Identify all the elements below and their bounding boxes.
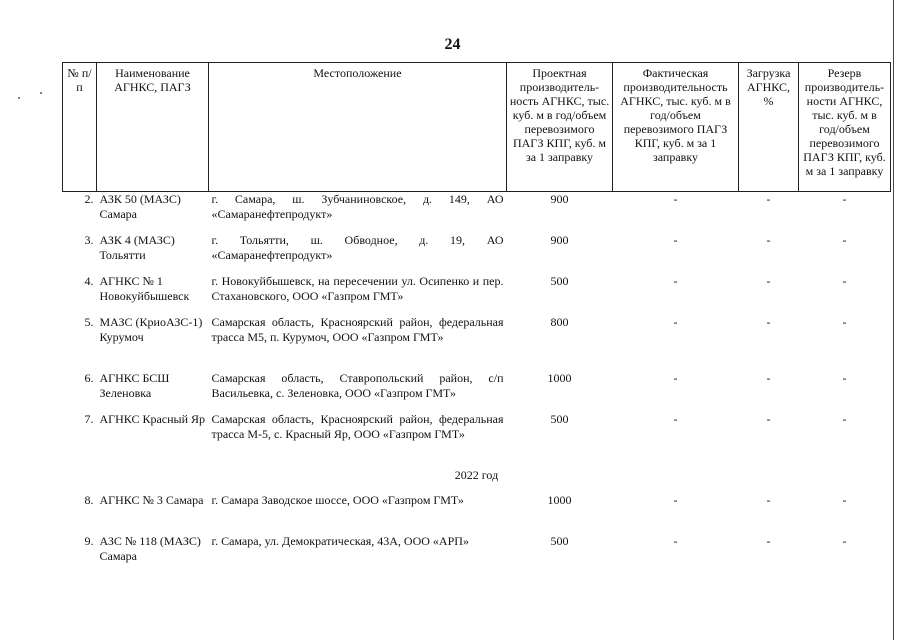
table-row xyxy=(63,493,891,534)
row-projected: 800 xyxy=(550,314,569,329)
row-num: 2. xyxy=(84,192,94,206)
table-row xyxy=(63,233,891,274)
row-load: - xyxy=(766,492,771,507)
row-num: 9. xyxy=(84,533,94,548)
row-load: - xyxy=(766,370,771,385)
row-reserve: - xyxy=(842,314,847,329)
row-name: АГНКС № 1 Новокуйбышевск xyxy=(99,273,190,303)
row-projected: 1000 xyxy=(547,370,572,385)
row-projected: 500 xyxy=(550,533,569,548)
row-load: - xyxy=(766,192,771,206)
row-load: - xyxy=(766,411,771,426)
row-actual: - xyxy=(673,314,678,329)
row-num: 3. xyxy=(84,232,94,247)
row-reserve: - xyxy=(842,533,847,548)
row-reserve: - xyxy=(842,192,847,206)
scan-speck xyxy=(18,97,20,99)
table-row xyxy=(63,274,891,315)
row-actual: - xyxy=(673,533,678,548)
row-actual: - xyxy=(673,492,678,507)
row-name: АЗС № 118 (МАЗС) Самара xyxy=(99,533,201,563)
row-num: 5. xyxy=(84,314,94,329)
gas-stations-table xyxy=(62,62,891,575)
header-num: № п/п xyxy=(63,63,97,192)
header-reserve: Резерв производитель-ности АГНКС, тыс. куб. м в год/объем перевозимого ПАГЗ КПГ, куб. м за 1 заправку xyxy=(799,63,891,192)
header-load: Загрузка АГНКС, % xyxy=(739,63,799,192)
page-number: 24 xyxy=(444,36,461,53)
row-projected: 500 xyxy=(550,273,569,288)
row-actual: - xyxy=(673,232,678,247)
row-load: - xyxy=(766,533,771,548)
row-name: АЗК 4 (МАЗС) Тольятти xyxy=(99,232,175,262)
row-location: г. Тольятти, ш. Обводное, д. 19, АО «Самаранефтепродукт» xyxy=(211,232,504,262)
row-num: 4. xyxy=(84,273,94,288)
year-section-label: 2022 год xyxy=(454,467,499,482)
table-row xyxy=(63,534,891,575)
scan-speck xyxy=(40,92,42,94)
row-name: АЗК 50 (МАЗС) Самара xyxy=(99,192,181,221)
row-location: г. Самара, ул. Демократическая, 43А, ООО «АРП» xyxy=(211,533,469,548)
table-row xyxy=(63,192,891,233)
year-section-row xyxy=(63,468,891,493)
header-projected: Проектная производитель-ность АГНКС, тыс. куб. м в год/объем перевозимого ПАГЗ КПГ, куб. м за 1 заправку xyxy=(507,63,613,192)
row-reserve: - xyxy=(842,273,847,288)
scan-edge-line xyxy=(893,0,894,640)
row-name: МАЗС (КриоАЗС-1) Курумоч xyxy=(99,314,203,344)
row-name: АГНКС № 3 Самара xyxy=(99,492,204,507)
row-reserve: - xyxy=(842,411,847,426)
row-reserve: - xyxy=(842,370,847,385)
row-num: 6. xyxy=(84,370,94,385)
table-row xyxy=(63,315,891,371)
row-name: АГНКС Красный Яр xyxy=(99,411,206,426)
row-actual: - xyxy=(673,192,678,206)
row-load: - xyxy=(766,232,771,247)
header-actual: Фактическая производительность АГНКС, тыс. куб. м в год/объем перевозимого ПАГЗ КПГ, куб. м за 1 заправку xyxy=(613,63,739,192)
row-actual: - xyxy=(673,370,678,385)
table-row xyxy=(63,412,891,468)
row-location: Самарская область, Красноярский район, федеральная трасса М5, п. Курумоч, ООО «Газпром ГМТ» xyxy=(211,314,504,344)
row-projected: 900 xyxy=(550,192,569,206)
row-num: 7. xyxy=(84,411,94,426)
row-reserve: - xyxy=(842,492,847,507)
row-actual: - xyxy=(673,273,678,288)
table-row xyxy=(63,371,891,412)
row-projected: 1000 xyxy=(547,492,572,507)
row-num: 8. xyxy=(84,492,94,507)
row-load: - xyxy=(766,314,771,329)
header-name: Наименование АГНКС, ПАГЗ xyxy=(97,63,209,192)
table-header-row xyxy=(63,63,891,192)
row-reserve: - xyxy=(842,232,847,247)
header-location: Местоположение xyxy=(209,63,507,192)
row-location: Самарская область, Ставропольский район, с/п Васильевка, с. Зеленовка, ООО «Газпром ГМТ» xyxy=(211,370,504,400)
row-projected: 500 xyxy=(550,411,569,426)
row-location: г. Самара Заводское шоссе, ООО «Газпром ГМТ» xyxy=(211,492,464,507)
row-location: г. Новокуйбышевск, на пересечении ул. Осипенко и пер. Стахановского, ООО «Газпром ГМТ» xyxy=(211,273,504,303)
row-load: - xyxy=(766,273,771,288)
row-location: г. Самара, ш. Зубчаниновское, д. 149, АО «Самаранефтепродукт» xyxy=(211,192,504,221)
row-actual: - xyxy=(673,411,678,426)
row-projected: 900 xyxy=(550,232,569,247)
row-name: АГНКС БСШ Зеленовка xyxy=(99,370,170,400)
row-location: Самарская область, Красноярский район, федеральная трасса М-5, с. Красный Яр, ООО «Газпром ГМТ» xyxy=(211,411,504,441)
